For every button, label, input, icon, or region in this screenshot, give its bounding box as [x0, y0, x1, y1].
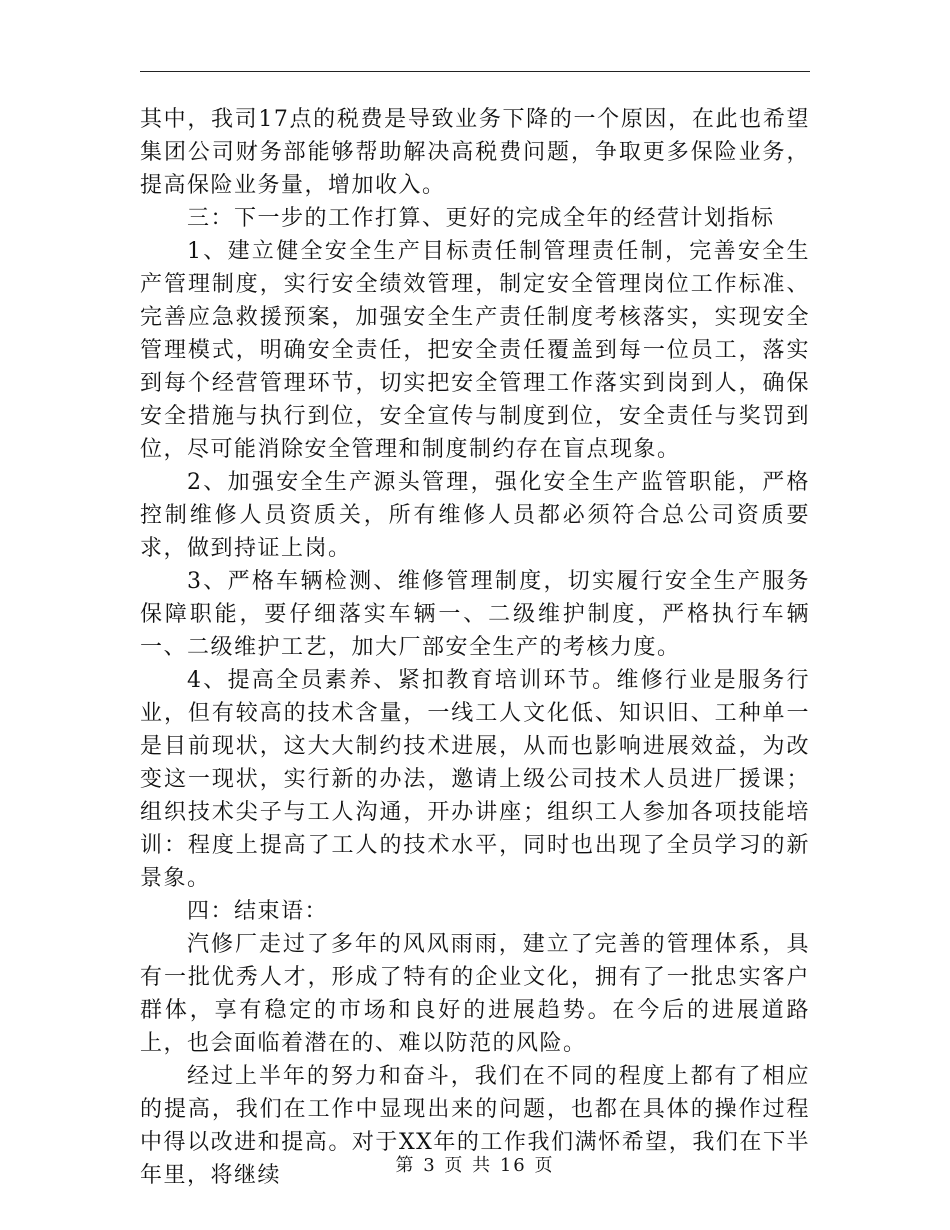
section-heading-3: 三：下一步的工作打算、更好的完成全年的经营计划指标: [187, 206, 775, 231]
plan-item-1: 1、建立健全安全生产目标责任制管理责任制，完善安全生产管理制度，实行安全绩效管理，制定安全管理岗位工作标准、完善应急救援预案，加强安全生产责任制度考核落实，实现安全管理模式，明确安全责任，把安全责任覆盖到每一位员工，落实到每个经营管理环节，切实把安全管理工作落实到岗到人，确保安全措施与执行到位，安全宣传与制度到位，安全责任与奖罚到位，尽可能消除安全管理和制度制约存在盲点现象。: [140, 239, 810, 462]
section-heading-4: 四：结束语：: [187, 899, 329, 924]
document-body: [140, 103, 810, 1192]
plan-item-2: 2、加强安全生产源头管理，强化安全生产监管职能，严格控制维修人员资质关，所有维修人员都必须符合总公司资质要求，做到持证上岗。: [140, 470, 810, 561]
page-number-footer: 第 3 页 共 16 页: [395, 1155, 555, 1176]
plan-item-4: 4、提高全员素养、紧扣教育培训环节。维修行业是服务行业，但有较高的技术含量，一线工人文化低、知识旧、工种单一是目前现状，这大大制约技术进展，从而也影响进展效益，为改变这一现状，实行新的办法，邀请上级公司技术人员进厂援课；组织技术尖子与工人沟通，开办讲座；组织工人参加各项技能培训：程度上提高了工人的技术水平，同时也出现了全员学习的新景象。: [140, 668, 810, 891]
conclusion-paragraph-1: 汽修厂走过了多年的风风雨雨，建立了完善的管理体系，具有一批优秀人才，形成了特有的企业文化，拥有了一批忠实客户群体，享有稳定的市场和良好的进展趋势。在今后的进展道路上，也会面临着潜在的、难以防范的风险。: [140, 932, 810, 1056]
paragraph-continued: 其中，我司17点的税费是导致业务下降的一个原因，在此也希望集团公司财务部能够帮助解决高税费问题，争取更多保险业务，提高保险业务量，增加收入。: [140, 107, 810, 198]
header-rule: [140, 71, 810, 72]
conclusion-paragraph-2: 经过上半年的努力和奋斗，我们在不同的程度上都有了相应的提高，我们在工作中显现出来的问题，也都在具体的操作过程中得以改进和提高。对于XX年的工作我们满怀希望，我们在下半年里，将继续: [140, 1064, 810, 1188]
plan-item-3: 3、严格车辆检测、维修管理制度，切实履行安全生产服务保障职能，要仔细落实车辆一、二级维护制度，严格执行车辆一、二级维护工艺，加大厂部安全生产的考核力度。: [140, 569, 810, 660]
